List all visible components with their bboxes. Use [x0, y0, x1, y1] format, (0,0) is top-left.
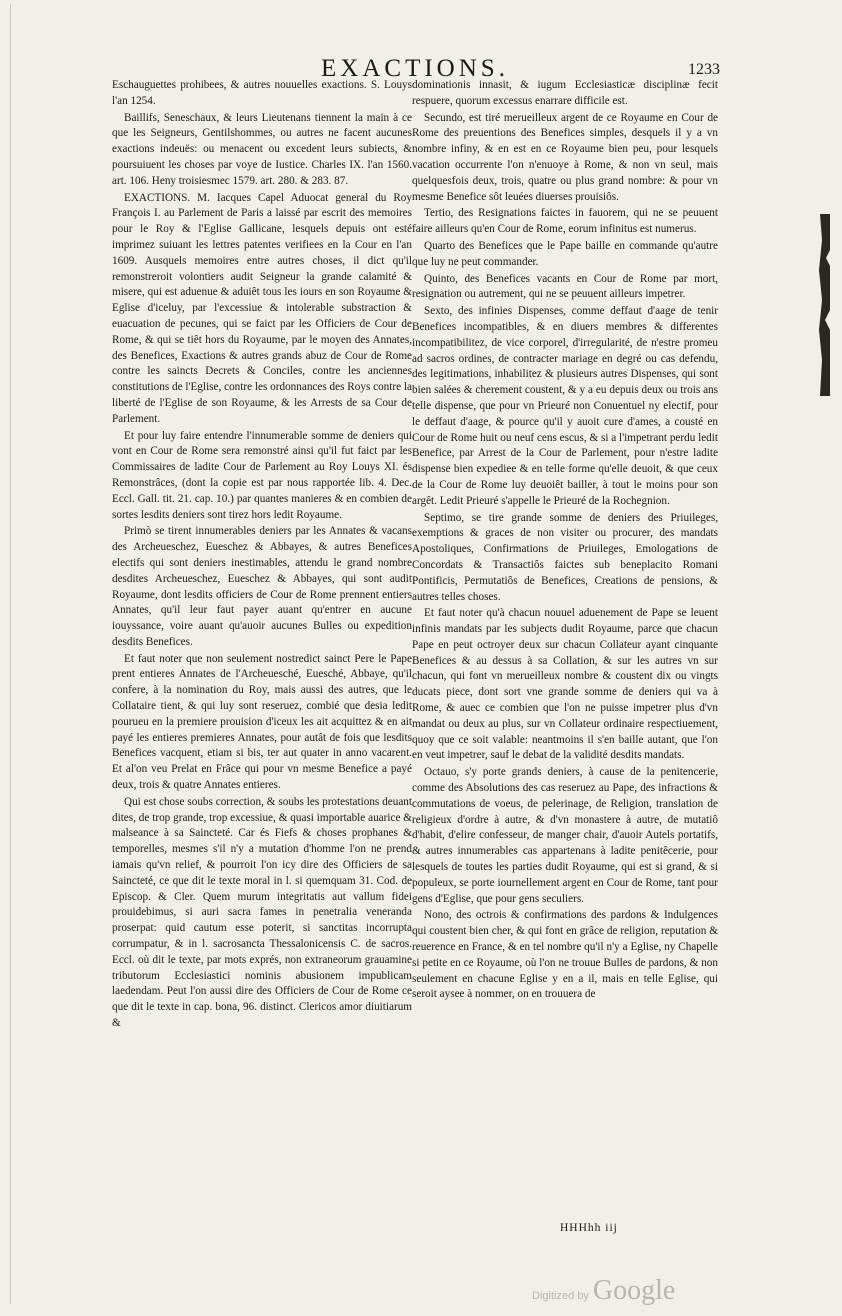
paragraph: Septimo, se tire grande somme de deniers des Priuileges, exemptions & graces de non visiter ou procurer, des mandats Apostoliques, Confirmations de Priuileges, Emologations de Concordats & Transactiôs faictes sub beneplacito Romani Pontificis, Permutatiôs de Benefices, Creations de pensions, & autres telles choses. — [412, 511, 718, 603]
paragraph: Et faut noter qu'à chacun nouuel aduenement de Pape se leuent infinis mandats par les subjects dudit Royaume, parce que chacun Pape en peut octroyer deux sur chacun Collateur ayant cinquante Benefices & au dessus à sa Collation, & sur les autres vn sur chacun, qui font vn merueilleux nombre & coustent dix ou vingts ducats piece, dont sort vne grande somme de deniers qui va à Rome, & auec ce combien que l'on ne puisse impetrer plus d'vn mandat ou deux au plus, sur vn Collateur ordinaire respectiuement, quoy que ce soit valable: neantmoins il s'en baille autant, que l'on en veut impetrer, sauf le debat de la validité desdits mandats. — [412, 607, 718, 762]
margin-tab-ornament — [816, 210, 834, 400]
left-column — [112, 78, 412, 1033]
paragraph: Secundo, est tiré merueilleux argent de ce Royaume en Cour de Rome des preuentions des Benefices simples, desquels il y a vn nombre infiny, & en est en ce Royaume bien peu, pour lesquels vacation occurrente l'on n'enuoye à Rome, & non vn seul, mais quelquesfois deux, trois, quatre ou plus grand nombre: & pour vn mesme Benefice sôt leuées diuerses prouisiôs. — [412, 111, 718, 203]
paragraph: Tertio, des Resignations faictes in fauorem, qui ne se peuuent faire ailleurs qu'en Cour de Rome, eorum infinitus est numerus. — [412, 207, 718, 236]
page-edge-line — [10, 4, 11, 1304]
paragraph: Et pour luy faire entendre l'innumerable somme de deniers qui vont en Cour de Rome sera remonstré ainsi qu'il fut faict par les Commissaires de ladite Cour de Parlement au Roy Louys XI. és Remonstrâces, (dont la copie est par nous rapportée lib. 4. Dec. Eccl. Gall. tit. 21. cap. 10.) par quantes manieres & en combien de sortes lesdits deniers sont tirez hors ledit Royaume. — [112, 429, 412, 521]
paragraph: dominationis innasit, & iugum Ecclesiasticæ disciplinæ fecit respuere, quorum excessus enarrare difficile est. — [412, 79, 718, 107]
paragraph: Primò se tirent innumerables deniers par les Annates & vacans des Archeueschez, Eueschez & Abbayes, & autres Benefices electifs qui sont deniers inestimables, attendu le grand nombre desdites Archeueschez, Eueschez & Abbayes, qui sont audit Royaume, dont lesdits officiers de Cour de Rome prennent entiers Annates, qu'il leur faut payer auant qu'entrer en aucune iouyssance, voire auant qu'auoir aucunes Bulles ou expedition desdits Benefices. — [112, 525, 412, 648]
paragraph: Et faut noter que non seulement nostredict sainct Pere le Pape prent entieres Annates de l'Archeuesché, Euesché, Abbaye, qu'il confere, à la nomination du Roy, mais aussi des autres, que le Collataire tient, & qui luy sont reseruez, combié que desia ledit pourueu en la premiere prouision d'iceux les ait acquittez & en ait payé les entieres premieres Annates, pour autât de fois que lesdits Benefices vacquent, etiam si bis, ter aut quater in anno vacarent. Et al'on veu Prelat en Frâce qui pour vn mesme Benefice a payé deux, trois & quatre Annates entieres. — [112, 652, 412, 792]
paragraph: Baillifs, Seneschaux, & leurs Lieutenans tiennent la main à ce que les Seigneurs, Gentilshommes, ou autres ne facent aucunes exactions indeuës: ou menacent ou excedent leurs subiects, & poursuiuent les choses par voye de Iustice. Charles IX. l'an 1560. art. 106. Heny troisiesmec 1579. art. 280. & 283. 87. — [112, 111, 412, 187]
paragraph: Nono, des octrois & confirmations des pardons & Indulgences qui coustent bien cher, & qui font en grâce de religion, reputation & reuerence en France, & en tel nombre qu'il n'y a Eglise, ny Chapelle si petite en ce Royaume, où l'on ne trouue Bulles de pardons, & non seulement en chacune Eglise y en a il, mais en telle Eglise, qui seroit aysee à nommer, on en trouuera de — [412, 909, 718, 1001]
page-number: 1233 — [688, 61, 720, 78]
google-logo: Google — [592, 1275, 676, 1306]
paragraph: Sexto, des infinies Dispenses, comme deffaut d'aage de tenir Benefices incompatibles, & en diuers membres & differentes incompatibilitez, de vice corporel, d'irregularité, de n'estre promeu ad sacros ordines, de contracter mariage en degré ou cas defendu, des legitimations, inhabilitez & plusieurs autres Dispenses, qui sont bien salées & cherement coustent, & y a eu depuis deux ou trois ans telle dispense, que pour vn Prieuré non Conuentuel ny electif, pour le deffaut d'aage, & pource qu'il y auoit cure d'ames, a cousté en Cour de Rome huit ou neuf cens escus, & si a l'impetrant perdu ledit Benefice, par Arrest de la Cour de Parlement, pour n'estre ladite dispense bien expediee & en telle forme qu'elle deuoit, & que ceux de la Cour de Rome luy deuoiêt bailler, à tout le moins pour son argêt. Ledit Prieuré s'appelle le Prieuré de la Rochegnion. — [412, 305, 718, 507]
right-column — [412, 78, 718, 1004]
paragraph: Quarto des Benefices que le Pape baille en commande qu'autre que luy ne peut commander. — [412, 239, 718, 268]
running-title: EXACTIONS. — [321, 55, 509, 82]
paragraph: Qui est chose soubs correction, & soubs les protestations deuant dites, de trop grande, trop excessiue, & quasi importable auarice & malseance à sa Saincteté. Car és Fiefs & choses prophanes & temporelles, mesmes s'il n'y a mutation d'homme l'on ne prend iamais qu'vn relief, & pourroit l'on icy dire des Officiers de sa Saincteté, ce que dit le texte moral in l. si quemquam 31. Cod. de Episcop. & Cler. Quem murum integritatis aut vallum fidei prouidebimus, si auri sacra fames in penetralia veneranda proserpat: quid cautum esse poterit, si sanctitas incorrupta corrumpatur, & in l. sacrosancta Thessalonicensis C. de sacros. Eccl. où dit le texte, par mots exprés, non extraneorum grauamine tributorum Ecclesiastici nominis abusionem impublicam laedendam. Peut l'on aussi dire des Officiers de Cour de Rome ce que dit le texte in cap. bona, 96. distinct. Clericos amor diuitiarum & — [112, 795, 412, 1030]
signature-mark: HHHhh iij — [560, 1222, 618, 1234]
digitization-watermark — [532, 1270, 712, 1306]
digitized-by-label: Digitized by — [532, 1290, 589, 1302]
paragraph: Octauo, s'y porte grands deniers, à cause de la penitencerie, comme des Absolutions des cas reseruez au Pape, des infractions & commutations de voeus, de pelerinage, de Religion, translation de religieux d'ordre à autre, & d'vn monastere à autre, de mutatiô d'habit, d'elire confesseur, de manger chair, d'auoir Autels portatifs, & autres innumerables cas appartenans à ladite penitêcerie, pour lesquels de toutes les parties dudit Royaume, qui est si grand, & si populeux, se porte iournellement argent en Cour de Rome, tant pour gens d'Eglise, que pour gens seculiers. — [412, 766, 718, 905]
paragraph: Eschauguettes prohibees, & autres nouuelles exactions. S. Louys l'an 1254. — [112, 79, 412, 107]
paragraph: EXACTIONS. M. Iacques Capel Aduocat general du Roy François I. au Parlement de Paris a laissé par escrit des memoires pour le Roy & l'Eglise Gallicane, lesquels depuis ont esté imprimez suiuant les lettres patentes verifiees en la Cour en l'an 1609. Ausquels memoires entre autres choses, il dict qu'il remonstreroit volontiers audit Seigneur la grande calamité & misere, qui est aduenue & aduiêt tous les iours en son Royaume & Eglise d'iceluy, par l'excessiue & intolerable substraction & euacuation de pecunes, qui se faict par les Officiers de Cour de Rome, & qui se tiêt hors du Royaume, par le moyen des Annates, des Benefices, Exactions & autres grands abuz de Cour de Rome contre les saincts Decrets & Conciles, contre les anciennes constitutions de l'Eglise, contre les ordonnances des Roys contre la liberté de l'Eglise de son Royaume, & les Arrests de sa Cour de Parlement. — [112, 191, 412, 425]
paragraph: Quinto, des Benefices vacants en Cour de Rome par mort, resignation ou autrement, qui ne se peuuent ailleurs impetrer. — [412, 272, 718, 301]
